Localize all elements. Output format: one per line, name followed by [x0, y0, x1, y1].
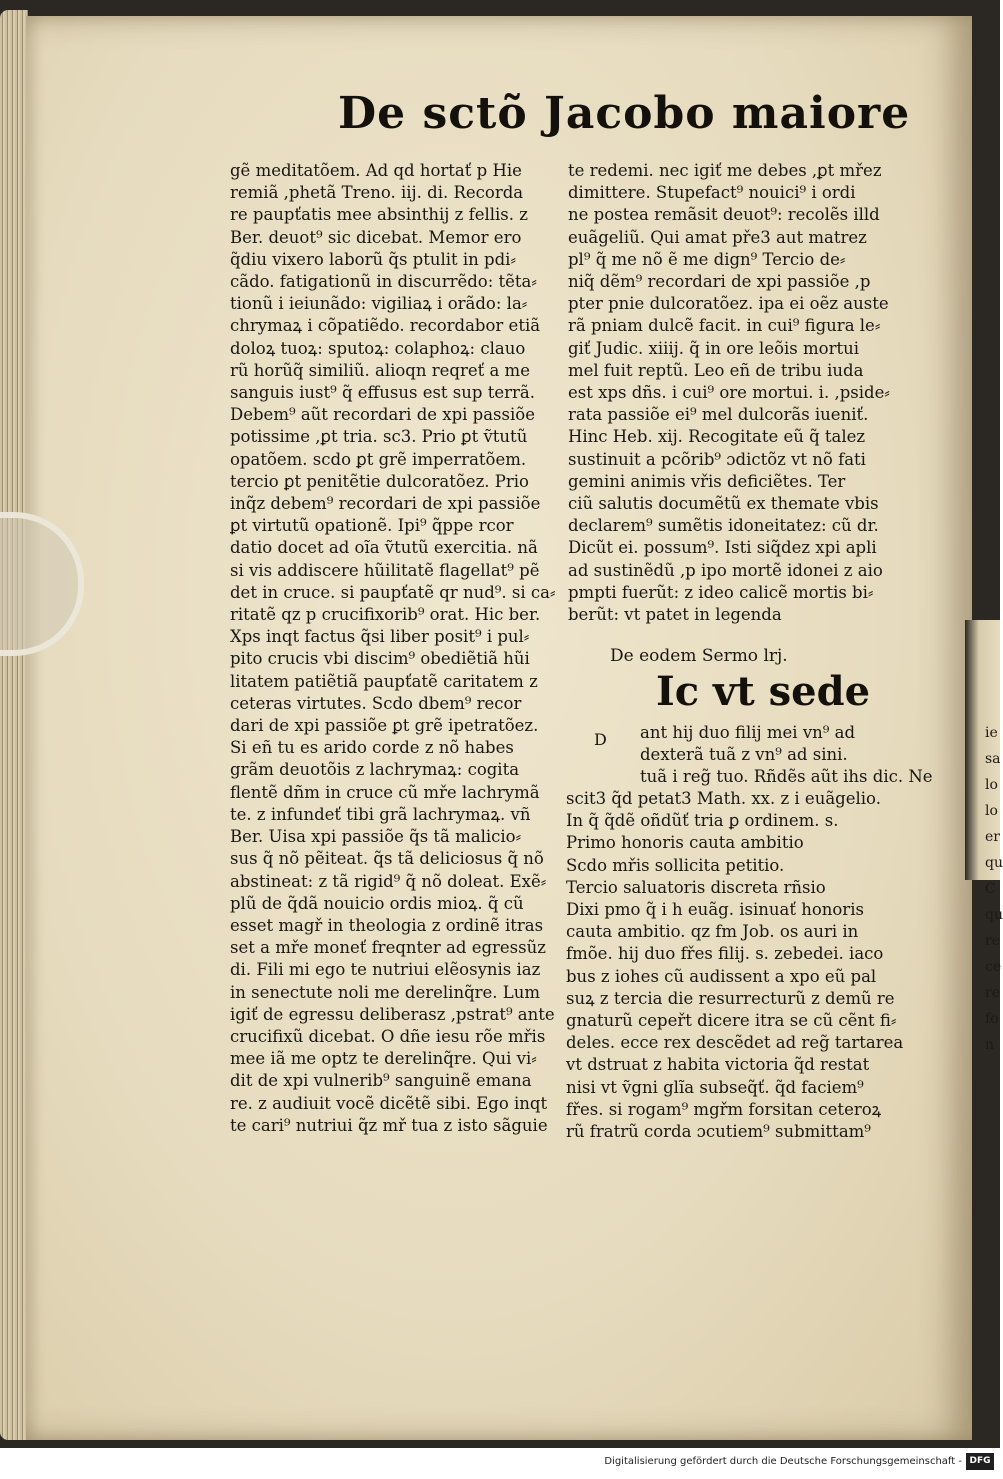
text-line: pmpti fuerũt: z ideo calicẽ mortis bi⸗: [568, 582, 874, 602]
text-line: Ber. deuot⁹ sic dicebat. Memor ero: [230, 227, 522, 247]
text-line: te redemi. nec igiť me debes ,ꝑt mřez: [568, 161, 882, 180]
text-line: si vis addiscere hũilitatẽ flagellat⁹ pẽ: [230, 560, 540, 580]
text-line: gemini animis vřis deficiẽtes. Ter: [568, 471, 846, 491]
text-line: tionũ i ieiunãdo: vigiliaꝝ i orãdo: la⸗: [230, 294, 528, 314]
sermon-heading: De eodem Sermo lrj.: [610, 646, 788, 666]
text-line: rũ horũq̃ similiũ. alioqn reqreť a me: [230, 360, 530, 380]
text-line: rata passiõe ei⁹ mel dulcorãs iueniť.: [568, 405, 869, 425]
text-line: Xps inqt factus q̃si liber posit⁹ i pul⸗: [230, 627, 530, 647]
text-line: gnaturũ cepeřt dicere itra se cũ cẽnt fi⸗: [566, 1011, 897, 1031]
text-line: Hinc Heb. xij. Recogitate eũ q̃ talez: [568, 427, 866, 447]
text-line: esset magř in theologia z ordinẽ itras: [230, 915, 544, 935]
right-text-column-indented: [640, 722, 933, 789]
drop-initial-guide-letter: D: [594, 730, 607, 749]
text-line: Primo honoris cauta ambitio: [566, 833, 804, 853]
book-page-edges: [0, 10, 28, 1440]
text-line: di. Fili mi ego te nutriui elẽosynis iaz: [230, 960, 541, 980]
text-line: dexterã tuã z vn⁹ ad sini.: [640, 745, 848, 765]
footer-bar: [0, 1448, 1000, 1479]
text-line: ritatẽ qz p crucifixorib⁹ orat. Hic ber.: [230, 605, 541, 625]
text-line: Tercio saluatoris discreta rñsio: [566, 877, 826, 897]
text-line: vt dstruat z habita victoria q̃d restat: [566, 1055, 870, 1075]
text-line: flentẽ dñm in cruce cũ mře lachrymã: [230, 782, 540, 802]
left-text-column: [230, 160, 568, 1137]
text-line: ceteras virtutes. Scdo dbem⁹ recor: [230, 693, 522, 713]
text-line: dimittere. Stupefact⁹ nouici⁹ i ordi: [568, 183, 856, 203]
text-line: suꝝ z tercia die resurrecturũ z demũ re: [566, 988, 895, 1008]
text-line: bus z iohes cũ audissent a xpo eũ pal: [566, 966, 877, 986]
text-line: Si eñ tu es arido corde z nõ habes: [230, 738, 514, 758]
text-line: cãdo. fatigationũ in discurrẽdo: tẽta⸗: [230, 272, 537, 292]
text-line: ꝑt virtutũ opationẽ. Ipi⁹ q̃ppe rcor: [230, 516, 514, 536]
text-line: fmõe. hij duo fřes filij. s. zebedei. iaco: [566, 944, 884, 964]
text-line: crucifixũ dicebat. O dñe iesu rõe mřis: [230, 1026, 546, 1046]
text-line: set a mře moneť freqnter ad egressũz: [230, 938, 546, 958]
text-line: grãm deuotõis z lachrymaꝝ: cogita: [230, 760, 520, 780]
text-line: euãgeliũ. Qui amat pře3 aut matrez: [568, 227, 867, 247]
text-line: remiã ,phetã Treno. iij. di. Recorda: [230, 183, 524, 203]
text-line: q̃diu vixero laborũ q̃s ptulit in pdi⸗: [230, 249, 516, 269]
text-line: re paupťatis mee absinthij z fellis. z: [230, 205, 528, 225]
text-line: chrymaꝝ i cõpatiẽdo. recordabor etiã: [230, 316, 541, 336]
text-line: te. z infundeť tibi grã lachrymaꝝ. vñ: [230, 804, 531, 824]
text-line: litatem patiẽtiã paupťatẽ caritatem z: [230, 671, 538, 691]
text-line: rũ fratrũ corda ɔcutiem⁹ submittam⁹: [566, 1122, 871, 1142]
text-line: berũt: vt patet in legenda: [568, 605, 782, 625]
text-line: Scdo mřis sollicita petitio.: [566, 855, 785, 875]
text-line: sanguis iust⁹ q̃ effusus est sup terrã.: [230, 383, 535, 403]
right-text-column-bottom: [566, 788, 904, 1143]
text-line: ciũ salutis documẽtũ ex themate vbis: [568, 494, 879, 514]
text-line: pl⁹ q̃ me nõ ẽ me dign⁹ Tercio de⸗: [568, 249, 846, 269]
text-line: re. z audiuit vocẽ dicẽtẽ sibi. Ego inqt: [230, 1093, 548, 1113]
text-line: deles. ecce rex descẽdet ad reg̃ tartarea: [566, 1033, 904, 1053]
text-line: nisi vt ṽgni glĩa subseq̃ť. q̃d faciem⁹: [566, 1077, 864, 1097]
text-line: Ber. Uisa xpi passiõe q̃s tã malicio⸗: [230, 827, 522, 847]
text-line: niq̃ dẽm⁹ recordari de xpi passiõe ,p: [568, 272, 871, 292]
text-line: dit de xpi vulnerib⁹ sanguinẽ emana: [230, 1071, 532, 1091]
text-line: ant hij duo filij mei vn⁹ ad: [640, 723, 856, 742]
text-line: plũ de q̃dã nouicio ordis mioꝝ. q̃ cũ: [230, 893, 524, 913]
text-line: Debem⁹ aũt recordari de xpi passiõe: [230, 405, 535, 425]
text-line: det in cruce. si paupťatẽ qr nud⁹. si ca⸗: [230, 582, 556, 602]
text-line: Dicũt ei. possum⁹. Isti siq̃dez xpi apli: [568, 538, 877, 558]
text-line: abstineat: z tã rigid⁹ q̃ nõ doleat. Exẽ⸗: [230, 871, 547, 891]
text-line: ad sustinẽdũ ,p ipo mortẽ idonei z aio: [568, 560, 883, 580]
incipit-words: Ic vt sede: [656, 668, 871, 715]
text-line: opatõem. scdo ꝑt grẽ imperratõem.: [230, 449, 527, 469]
text-line: pito crucis vbi discim⁹ obediẽtiã hũi: [230, 649, 530, 669]
text-line: scit3 q̃d petat3 Math. xx. z i euãgelio.: [566, 789, 881, 808]
text-line: mee iã me optz te derelinq̃re. Qui vi⸗: [230, 1049, 537, 1069]
text-line: declarem⁹ sumẽtis idoneitatez: cũ dr.: [568, 516, 879, 536]
text-line: Dixi pmo q̃ i h euãg. isinuať honoris: [566, 900, 864, 920]
text-line: pter pnie dulcoratõez. ipa ei oẽz auste: [568, 294, 889, 314]
text-line: in senectute noli me derelinq̃re. Lum: [230, 982, 541, 1002]
text-line: te cari⁹ nutriui q̃z mř tua z isto sãguie: [230, 1115, 548, 1135]
text-line: gẽ meditatõem. Ad qd hortať p Hie: [230, 161, 522, 180]
text-line: datio docet ad oĩa ṽtutũ exercitia. nã: [230, 538, 538, 558]
text-line: rã pniam dulcẽ facit. in cui⁹ figura le⸗: [568, 316, 881, 336]
text-line: ne postea remãsit deuot⁹: recolẽs illd: [568, 205, 880, 225]
running-title: De sctõ Jacobo maiore: [338, 88, 911, 139]
text-line: inq̃z debem⁹ recordari de xpi passiõe: [230, 494, 541, 514]
text-line: doloꝝ tuoꝝ: sputoꝝ: colaphoꝝ: clauo: [230, 338, 526, 358]
facing-page-fragment: ie sa lo lo er qu C qu re ce re fo n: [985, 725, 1003, 1053]
footer-credit: Digitalisierung gefördert durch die Deutsche Forschungsgemeinschaft -: [604, 1456, 962, 1467]
text-line: sustinuit a pcõrib⁹ ɔdictõz vt nõ fati: [568, 449, 866, 469]
text-line: igiť de egressu deliberasz ,pstrat⁹ ante: [230, 1004, 555, 1024]
text-line: cauta ambitio. qz fm Job. os auri in: [566, 922, 859, 942]
dfg-logo-icon: DFG: [966, 1453, 994, 1470]
text-line: In q̃ q̃dẽ oñdũť tria ꝑ ordinem. s.: [566, 811, 839, 831]
text-line: fřes. si rogam⁹ mgřm forsitan ceteroꝝ: [566, 1099, 882, 1119]
text-line: est xps dñs. i cui⁹ ore mortui. i. ,pside⸗: [568, 383, 890, 403]
text-line: potissime ,ꝑt tria. sc3. Prio ꝑt ṽtutũ: [230, 427, 528, 447]
text-line: sus q̃ nõ pẽiteat. q̃s tã deliciosus q̃ nõ: [230, 849, 544, 869]
text-line: tercio ꝑt penitẽtie dulcoratõez. Prio: [230, 471, 529, 491]
text-line: dari de xpi passiõe ꝑt grẽ ipetratõez.: [230, 716, 539, 736]
text-line: giť Judic. xiiij. q̃ in ore leõis mortui: [568, 338, 860, 358]
right-text-column-top: [568, 160, 890, 626]
text-line: tuã i reg̃ tuo. Rñdẽs aũt ihs dic. Ne: [640, 767, 933, 787]
text-line: mel fuit reptũ. Leo eñ de tribu iuda: [568, 360, 864, 380]
